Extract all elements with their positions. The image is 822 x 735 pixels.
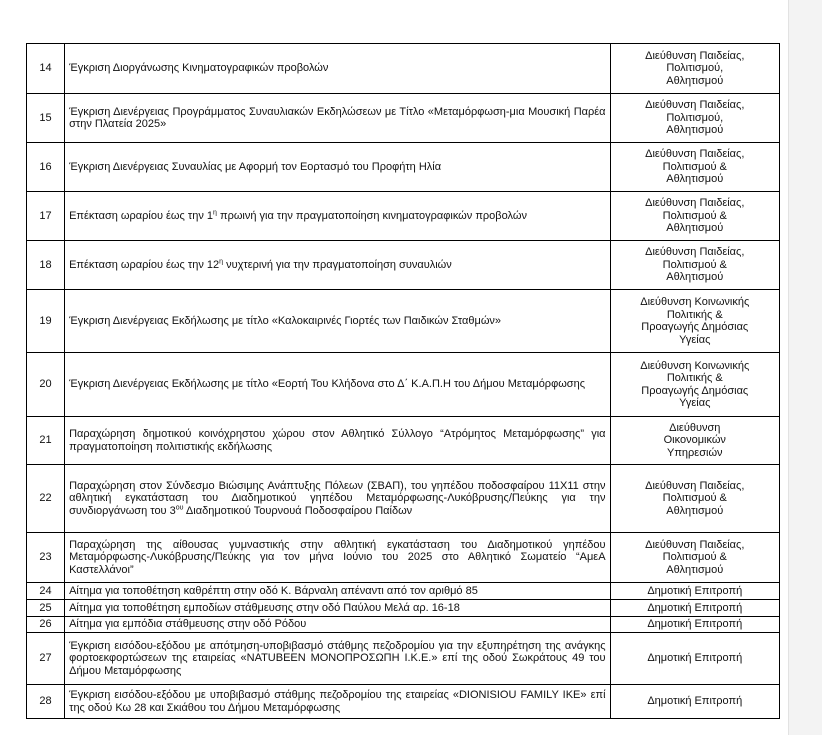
- item-subject: Έγκριση Διενέργειας Συναυλίας με Αφορμή τον Εορτασμό του Προφήτη Ηλία: [65, 143, 610, 192]
- item-subject: Αίτημα για εμπόδια στάθμευσης στην οδό Ρόδου: [65, 617, 610, 633]
- item-number: 22: [27, 465, 65, 533]
- page-margin: [788, 0, 822, 735]
- item-subject: Έγκριση εισόδου-εξόδου με υποβιβασμό στάθμης πεζοδρομίου της εταιρείας «DIONISIOU FAMILY IKE» επί της οδού Κω 28 και Σκιάθου του Δήμου Μεταμόρφωσης: [65, 685, 610, 719]
- item-number: 20: [27, 353, 65, 417]
- item-department: Δημοτική Επιτροπή: [610, 600, 779, 617]
- item-department: Διεύθυνση Παιδείας, Πολιτισμού & Αθλητισμού: [610, 533, 779, 583]
- item-subject: Παραχώρηση στον Σύνδεσμο Βιώσιμης Ανάπτυξης Πόλεων (ΣΒΑΠ), του γηπέδου ποδοσφαίρου 11Χ11 στην αθλητική εγκατάσταση του Διαδημοτικού γηπέδου Μεταμόρφωσης-Λυκόβρυσης/Πεύκης για την συνδιοργάνωση του $3^{o\upsilon}$ Διαδημοτικού Τουρνουά Ποδοσφαίρου Παίδων: [65, 465, 610, 533]
- item-subject: Έγκριση Διοργάνωσης Κινηματογραφικών προβολών: [65, 44, 610, 94]
- agenda-body: [27, 44, 780, 719]
- table-row: [27, 617, 780, 633]
- item-department: Δημοτική Επιτροπή: [610, 617, 779, 633]
- item-number: 27: [27, 633, 65, 685]
- item-subject: Παραχώρηση της αίθουσας γυμναστικής στην αθλητική εγκατάσταση του Διαδημοτικού γηπέδου Μεταμόρφωσης-Λυκόβρυσης/Πεύκης για τον μήνα Ιούνιο του 2025 στο Αθλητικό Σωματείο “ΑμεΑ Καστελλάνοι”: [65, 533, 610, 583]
- table-row: [27, 241, 780, 290]
- item-department: Διεύθυνση Παιδείας, Πολιτισμού & Αθλητισμού: [610, 241, 779, 290]
- table-row: [27, 353, 780, 417]
- item-department: Διεύθυνση Παιδείας, Πολιτισμού & Αθλητισμού: [610, 143, 779, 192]
- item-department: Διεύθυνση Κοινωνικής Πολιτικής & Προαγωγής Δημόσιας Υγείας: [610, 353, 779, 417]
- table-row: [27, 143, 780, 192]
- item-subject: Αίτημα για τοποθέτηση καθρέπτη στην οδό Κ. Βάρναλη απέναντι από τον αριθμό 85: [65, 583, 610, 600]
- item-number: 28: [27, 685, 65, 719]
- item-department: Διεύθυνση Παιδείας, Πολιτισμού, Αθλητισμού: [610, 94, 779, 143]
- table-row: [27, 290, 780, 353]
- item-subject: Έγκριση Διενέργειας Εκδήλωσης με τίτλο «Καλοκαιρινές Γιορτές των Παιδικών Σταθμών»: [65, 290, 610, 353]
- table-row: [27, 533, 780, 583]
- item-department: Διεύθυνση Παιδείας, Πολιτισμού & Αθλητισμού: [610, 465, 779, 533]
- table-row: [27, 44, 780, 94]
- item-department: Διεύθυνση Παιδείας, Πολιτισμού & Αθλητισμού: [610, 192, 779, 241]
- table-row: [27, 685, 780, 719]
- table-row: [27, 192, 780, 241]
- table-row: [27, 583, 780, 600]
- item-number: 17: [27, 192, 65, 241]
- item-department: Δημοτική Επιτροπή: [610, 685, 779, 719]
- item-subject: Αίτημα για τοποθέτηση εμποδίων στάθμευσης στην οδό Παύλου Μελά αρ. 16-18: [65, 600, 610, 617]
- table-row: [27, 417, 780, 465]
- item-number: 14: [27, 44, 65, 94]
- item-department: Διεύθυνση Κοινωνικής Πολιτικής & Προαγωγής Δημόσιας Υγείας: [610, 290, 779, 353]
- item-subject: Επέκταση ωραρίου έως την $12^\eta$ νυχτερινή για την πραγματοποίηση συναυλιών: [65, 241, 610, 290]
- item-department: Διεύθυνση Παιδείας, Πολιτισμού, Αθλητισμού: [610, 44, 779, 94]
- item-department: Δημοτική Επιτροπή: [610, 583, 779, 600]
- item-number: 19: [27, 290, 65, 353]
- item-subject: Έγκριση εισόδου-εξόδου με απότμηση-υποβιβασμό στάθμης πεζοδρομίου για την εξυπηρέτηση της ανάγκης φορτοεκφορτώσεων της εταιρείας «NATUBEEN ΜΟΝΟΠΡΟΣΩΠΗ Ι.Κ.Ε.» επί της οδού Σωκράτους 49 του Δήμου Μεταμόρφωσης: [65, 633, 610, 685]
- item-subject: Έγκριση Διενέργειας Εκδήλωσης με τίτλο «Εορτή Του Κλήδονα στο Δ΄ Κ.Α.Π.Η του Δήμου Μεταμόρφωσης: [65, 353, 610, 417]
- item-number: 24: [27, 583, 65, 600]
- item-department: Δημοτική Επιτροπή: [610, 633, 779, 685]
- item-number: 21: [27, 417, 65, 465]
- item-subject: Έγκριση Διενέργειας Προγράμματος Συναυλιακών Εκδηλώσεων με Τίτλο «Μεταμόρφωση-μια Μουσική Παρέα στην Πλατεία 2025»: [65, 94, 610, 143]
- item-number: 15: [27, 94, 65, 143]
- table-row: [27, 94, 780, 143]
- item-number: 16: [27, 143, 65, 192]
- table-row: [27, 465, 780, 533]
- item-subject: Επέκταση ωραρίου έως την $1^\eta$ πρωινή για την πραγματοποίηση κινηματογραφικών προβολών: [65, 192, 610, 241]
- item-number: 25: [27, 600, 65, 617]
- item-number: 18: [27, 241, 65, 290]
- item-department: Διεύθυνση Οικονομικών Υπηρεσιών: [610, 417, 779, 465]
- table-row: [27, 600, 780, 617]
- table-row: [27, 633, 780, 685]
- item-number: 23: [27, 533, 65, 583]
- item-subject: Παραχώρηση δημοτικού κοινόχρηστου χώρου στον Αθλητικό Σύλλογο “Ατρόμητος Μεταμόρφωσης” για πραγματοποίηση πολιτιστικής εκδήλωσης: [65, 417, 610, 465]
- item-number: 26: [27, 617, 65, 633]
- agenda-table: [26, 43, 780, 719]
